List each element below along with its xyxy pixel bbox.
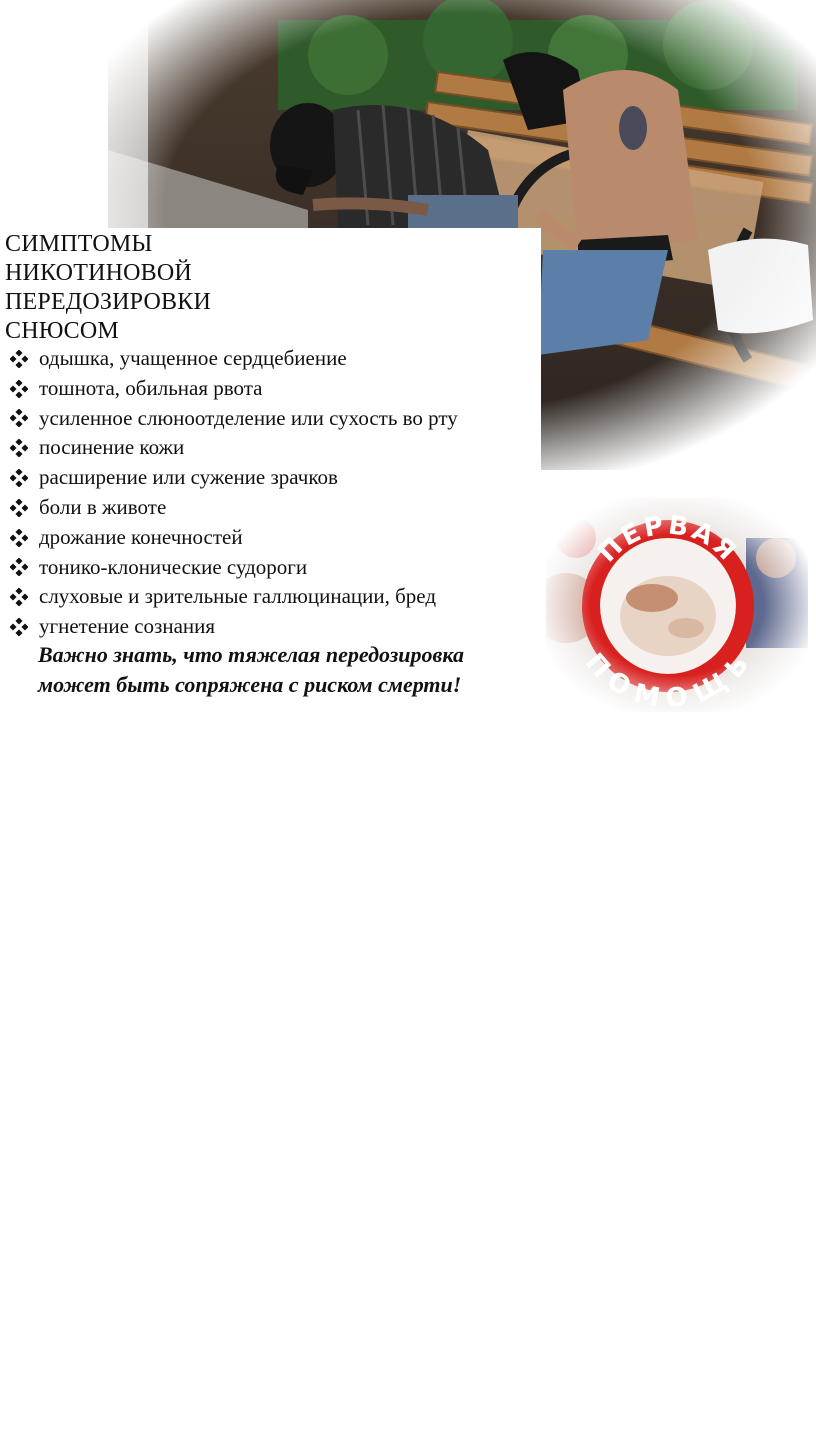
symptom-text: одышка, учащенное сердцебиение	[39, 346, 347, 370]
four-diamond-bullet-icon	[10, 499, 28, 517]
symptom-text: посинение кожи	[39, 435, 185, 460]
list-item	[10, 523, 458, 553]
symptoms-list	[10, 344, 458, 642]
symptom-text: слуховые и зрительные галлюцинации, бред	[39, 584, 437, 609]
warning-line: может быть сопряжена с риском смерти!	[38, 672, 462, 697]
symptom-text: дрожание конечностей	[39, 524, 243, 549]
four-diamond-bullet-icon	[10, 350, 28, 368]
list-item	[10, 463, 458, 493]
four-diamond-bullet-icon	[10, 529, 28, 547]
symptom-text: тошнота, обильная рвота	[39, 375, 263, 400]
page-title	[5, 230, 211, 346]
symptom-text: угнетение сознания	[39, 614, 216, 639]
four-diamond-bullet-icon	[10, 439, 28, 457]
symptom-text: усиленное слюноотделение или сухость во рту	[39, 405, 458, 430]
four-diamond-bullet-icon	[10, 558, 28, 576]
symptom-text: расширение или сужение зрачков	[39, 465, 338, 490]
four-diamond-bullet-icon	[10, 588, 28, 606]
symptoms-panel	[0, 228, 541, 708]
title-line: СИМПТОМЫ	[5, 231, 153, 257]
list-item	[10, 612, 458, 642]
first-aid-badge	[546, 498, 808, 712]
four-diamond-bullet-icon	[10, 380, 28, 398]
symptom-text: тонико-клонические судороги	[39, 554, 308, 579]
list-item	[10, 582, 458, 612]
list-item	[10, 344, 458, 374]
list-item	[10, 404, 458, 434]
four-diamond-bullet-icon	[10, 409, 28, 427]
list-item	[10, 553, 458, 583]
list-item	[10, 433, 458, 463]
four-diamond-bullet-icon	[10, 469, 28, 487]
death-risk-warning	[38, 640, 464, 700]
list-item	[10, 374, 458, 404]
four-diamond-bullet-icon	[10, 618, 28, 636]
title-line: ПЕРЕДОЗИРОВКИ	[5, 289, 211, 315]
title-line: СНЮСОМ	[5, 318, 119, 344]
symptom-text: боли в животе	[39, 494, 167, 519]
title-line: НИКОТИНОВОЙ	[5, 260, 192, 286]
list-item	[10, 493, 458, 523]
warning-line: Важно знать, что тяжелая передозировка	[38, 642, 464, 667]
